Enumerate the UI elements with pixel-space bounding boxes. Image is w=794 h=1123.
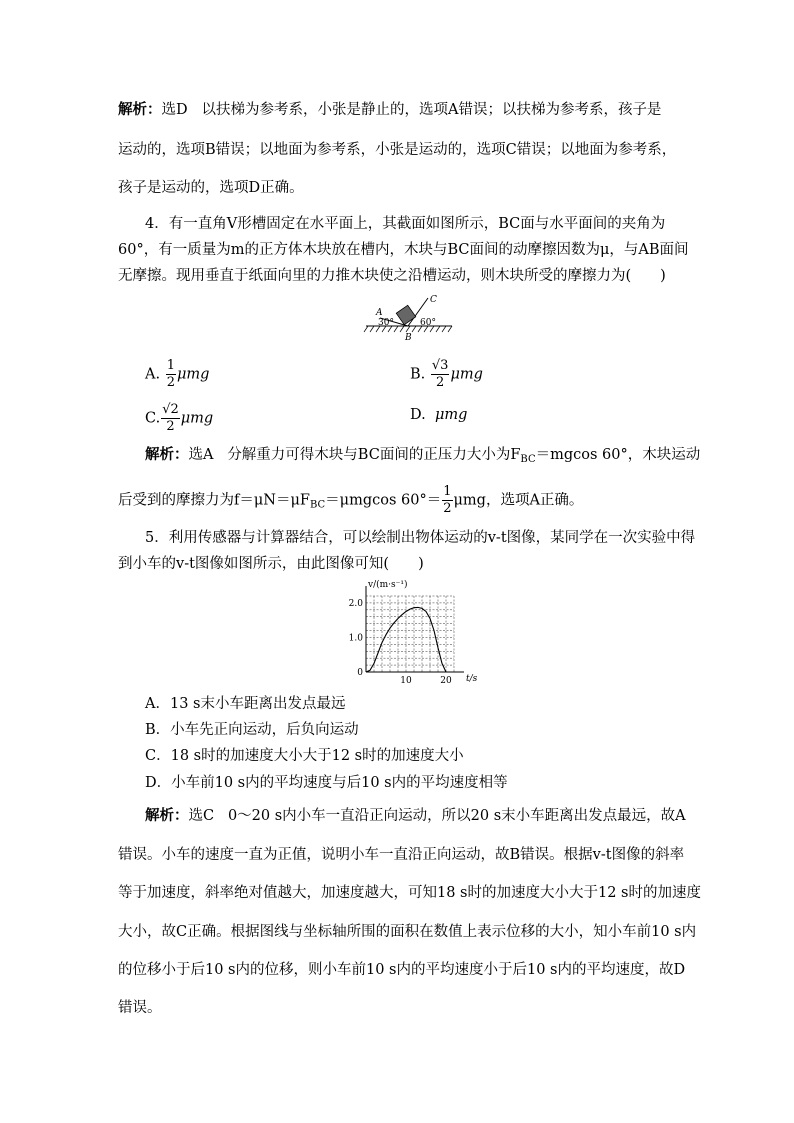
q4-stem-line3: 无摩擦。现用垂直于纸面向里的力推木块使之沿槽运动，则木块所受的摩擦力为( ) — [118, 268, 666, 284]
numerator: 1 — [166, 358, 175, 373]
denominator: 2 — [166, 375, 175, 390]
analysis-label: 解析： — [145, 807, 189, 824]
subscript: BC — [309, 499, 326, 511]
x-tick-label: 10 — [400, 676, 412, 686]
denominator: 2 — [436, 375, 445, 390]
q5-analysis-line3: 等于加速度，斜率绝对值越大，加速度越大，可知18 s时的加速度大小大于12 s时的加速度 — [118, 885, 701, 901]
q3-analysis-text1: 以扶梯为参考系，小张是静止的，选项A错误；以扶梯为参考系，孩子是 — [201, 102, 662, 118]
label-A: A — [376, 308, 383, 318]
q5-analysis-line6: 错误。 — [118, 1000, 162, 1016]
vt-chart — [328, 578, 488, 688]
q4-option-C — [145, 402, 213, 435]
numerator: √3 — [431, 358, 449, 373]
q5-option-A: A．13 s末小车距离出发点最远 — [145, 696, 346, 712]
fraction — [161, 402, 180, 435]
option-label: B. — [410, 366, 426, 383]
choice: 选D — [161, 102, 188, 118]
subscript: BC — [520, 454, 536, 465]
question-number: 4． — [145, 216, 169, 232]
q5-option-C: C．18 s时的加速度大小大于12 s时的加速度大小 — [145, 748, 464, 764]
question-number: 5． — [145, 530, 169, 546]
q3-analysis-line3: 孩子是运动的，选项D正确。 — [118, 180, 304, 196]
q5-stem-line1 — [145, 528, 695, 548]
choice: 选C — [188, 808, 215, 824]
analysis-text: ＝μmgcos 60°＝ — [325, 492, 442, 509]
analysis-text: 后受到的摩擦力为f＝μN＝μF — [118, 492, 310, 509]
analysis-text: ＝mgcos 60°，木块运动 — [535, 447, 701, 463]
y-tick-label: 0 — [357, 668, 363, 678]
fraction — [166, 358, 176, 391]
option-label: D. — [410, 407, 426, 423]
fraction — [431, 358, 450, 391]
q3-analysis-line2: 运动的，选项B错误；以地面为参考系，小张是运动的，选项C错误；以地面为参考系， — [118, 142, 677, 158]
q5-stem-text1: 利用传感器与计算器结合，可以绘制出物体运动的v-t图像，某同学在一次实验中得 — [168, 530, 696, 546]
option-text: μmg — [450, 366, 483, 383]
q4-stem-line2: 60°，有一质量为m的正方体木块放在槽内，木块与BC面间的动摩擦因数为μ，与AB面间 — [118, 242, 689, 258]
option-text: μmg — [434, 407, 468, 423]
q4-option-D — [410, 405, 467, 425]
analysis-text: 分解重力可得木块与BC面间的正压力大小为F — [227, 447, 521, 463]
analysis-text: 0～20 s内小车一直沿正向运动，所以20 s末小车距离出发点最远，故A — [227, 808, 686, 824]
analysis-label: 解析： — [118, 101, 162, 118]
x-axis-label: t/s — [466, 674, 478, 684]
label-C: C — [430, 295, 437, 305]
option-label: C. — [145, 410, 161, 427]
numerator: 1 — [443, 484, 452, 499]
y-tick-label: 1.0 — [348, 633, 363, 644]
v-groove-figure — [360, 292, 460, 344]
angle-60: 60° — [420, 318, 436, 328]
numerator: √2 — [162, 402, 179, 417]
q5-analysis-line1 — [145, 806, 686, 826]
q5-analysis-line2: 错误。小车的速度一直为正值，说明小车一直沿正向运动，故B错误。根据v-t图像的斜率 — [118, 847, 685, 863]
wood-block — [396, 305, 415, 324]
denominator: 2 — [166, 419, 175, 434]
q5-option-D: D．小车前10 s内的平均速度与后10 s内的平均速度相等 — [145, 775, 508, 791]
q4-option-A — [145, 358, 209, 391]
x-tick-label: 20 — [440, 676, 452, 686]
q5-stem-line2: 到小车的v-t图像如图所示，由此图像可知( ) — [118, 556, 424, 572]
q4-option-B — [410, 358, 483, 391]
option-text: μmg — [176, 366, 210, 383]
q5-analysis-line5: 的位移小于后10 s内的位移，则小车前10 s内的平均速度小于后10 s内的平均速度，故D — [118, 962, 686, 978]
q5-option-B: B．小车先正向运动，后负向运动 — [145, 722, 359, 738]
q5-analysis-line4: 大小，故C正确。根据图线与坐标轴所围的面积在数值上表示位移的大小，知小车前10 s内 — [118, 924, 697, 940]
option-label: A. — [145, 366, 161, 383]
q4-stem-text1: 有一直角V形槽固定在水平面上，其截面如图所示，BC面与水平面间的夹角为 — [168, 216, 666, 232]
angle-30: 30° — [378, 318, 394, 328]
choice: 选A — [188, 447, 214, 463]
y-axis-label: v/(m·s⁻¹) — [368, 580, 408, 590]
q4-analysis-line1 — [145, 445, 700, 470]
option-text: μmg — [180, 410, 214, 427]
q3-analysis-line1 — [118, 100, 661, 120]
analysis-label: 解析： — [145, 446, 189, 463]
fraction — [442, 484, 452, 517]
y-tick-label: 2.0 — [348, 598, 363, 609]
label-B: B — [405, 333, 412, 343]
denominator: 2 — [443, 501, 452, 516]
analysis-text: μmg，选项A正确。 — [453, 492, 584, 509]
q4-analysis-line2 — [118, 484, 583, 521]
q4-stem-line1 — [145, 214, 665, 234]
